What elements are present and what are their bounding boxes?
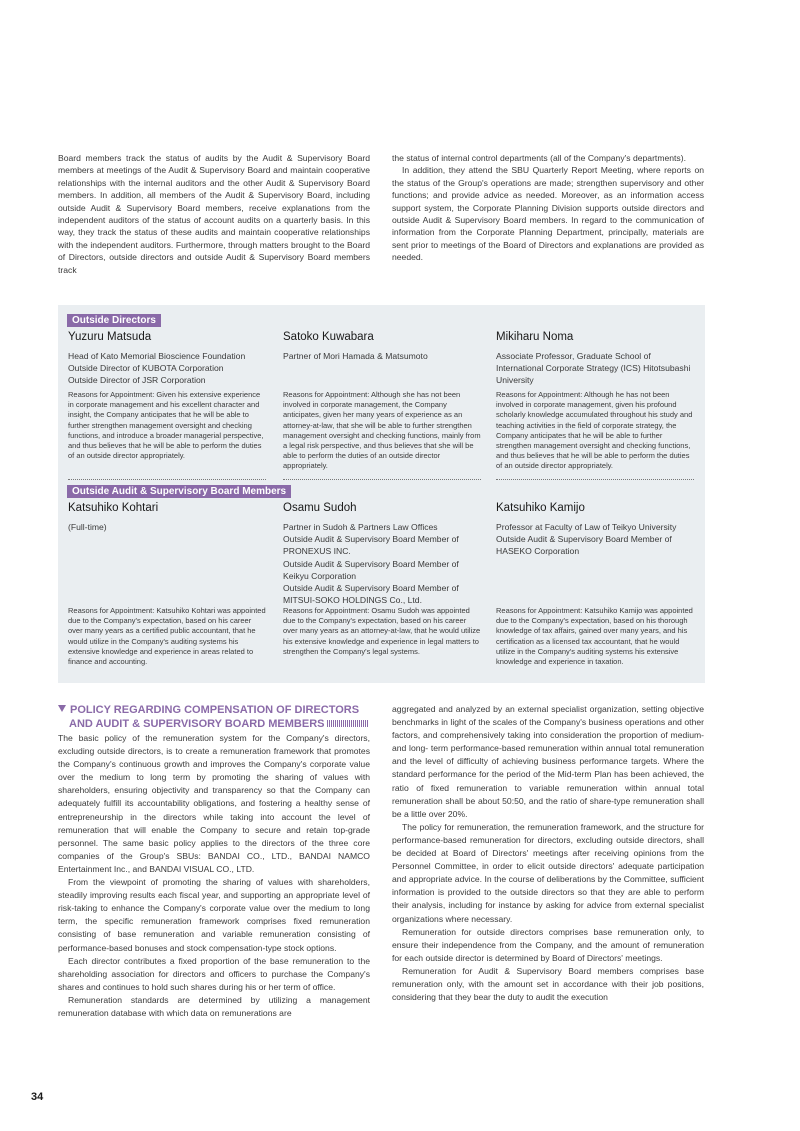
intro-right-column xyxy=(392,152,704,264)
auditor-name: Katsuhiko Kamijo xyxy=(496,502,585,514)
intro-right-paragraph-2: In addition, they attend the SBU Quarterly Report Meeting, where reports on the status of the Group's operations are made; strengthen supervisory and other functions; and provide advice as needed. Moreover, as an information access support system, the Corporate Planning Division supports outside directors and outside Audit & Supervisory Board members. In regard to the communication of information from the Corporate Planning Department, principally, materials are sent prior to meetings of the Board of Directors and explanations are provided as needed. xyxy=(392,165,704,263)
director-card-2 xyxy=(283,330,481,362)
policy-left-paragraph-3: Each director contributes a fixed proportion of the base remuneration to the shareholding association for directors and officers to purchase the Company's shares and continues to hold such shares during his or her term of office. xyxy=(58,955,370,992)
policy-left-paragraph-1: The basic policy of the remuneration system for the Company's directors, excluding outside directors, is to create a remuneration framework that promotes the Company's continuous growth and improves the Company's corporate value over the medium to long term by promoting the sharing of values with shareholders, ensuring objectivity and transparency so that the Company can adequately fulfill its accountability obligations, and fostering a healthy sense of entrepreneurship in the directors while taking into account the level of remuneration that will enable the Company to secure and retain top-grade personnel. The same basic policy applies to the directors of the three core companies of the Group's SBUs: BANDAI CO., LTD., BANDAI NAMCO Entertainment Inc., and BANDAI VISUAL CO., LTD. xyxy=(58,733,370,874)
intro-left-paragraph: Board members track the status of audits by the Audit & Supervisory Board members at meetings of the Audit & Supervisory Board and maintain cooperative relationships with the internal auditors and the other Audit & Supervisory Board members. In addition, all members of the Audit & Supervisory Board, including outside Audit & Supervisory Board members, receive explanations from the independent auditors of the status of account audits on a quarterly basis. In this way, they track the status of these audits and maintain cooperative relationships with the independent auditors. Furthermore, through matters brought to the Board of Directors, outside directors and outside Audit & Supervisory Board members track xyxy=(58,153,370,275)
auditor-role: Partner in Sudoh & Partners Law Offices Outside Audit & Supervisory Board Member of PRONEXUS INC. Outside Audit & Supervisory Board Member of Keikyu Corporation Outside Audit & Supervisory Board Member of MITSUI-SOKO HOLDINGS Co., Ltd. xyxy=(283,522,459,606)
officers-panel xyxy=(58,305,705,683)
policy-heading-line-2: AND AUDIT & SUPERVISORY BOARD MEMBERS xyxy=(69,718,325,730)
director-card-3 xyxy=(496,330,694,387)
triangle-down-icon xyxy=(58,705,66,712)
director-reason-3: Reasons for Appointment: Although he has not been involved in corporate management, given his profound scholarly knowledge accumulated throughout his study and teaching activities in the field of corporate strategy, the Company anticipates that he will be able to further strengthen management oversight and checking functions, and thus believes that he will be able to perform the duties of an outside director appropriately. xyxy=(496,390,693,471)
page-number: 34 xyxy=(31,1091,44,1103)
auditor-reason-1: Reasons for Appointment: Katsuhiko Kohtari was appointed due to the Company's expectation, based on his career over many years as a certified public accountant, that he would utilize in the Company's auditing systems his extensive knowledge and experience in areas related to finance and accounting. xyxy=(68,606,266,667)
director-reason-1: Reasons for Appointment: Given his extensive experience in corporate management and his excellent character and insight, the Company anticipates that he will be able to further strengthen management oversight and checking functions, and introduce a broader managerial perspective, and thus believes that he will be able to perform the duties of an outside director appropriately. xyxy=(68,390,264,461)
policy-right-column xyxy=(392,703,704,1004)
policy-left-column xyxy=(58,732,370,1020)
auditor-name: Osamu Sudoh xyxy=(283,502,357,514)
auditor-role: Professor at Faculty of Law of Teikyo University Outside Audit & Supervisory Board Member of HASEKO Corporation xyxy=(496,522,677,557)
intro-right-paragraph-1: the status of internal control departments (all of the Company's departments). xyxy=(392,153,686,163)
director-role: Head of Kato Memorial Bioscience Foundation Outside Director of KUBOTA Corporation Outside Director of JSR Corporation xyxy=(68,351,246,386)
policy-right-paragraph-3: Remuneration for outside directors comprises base remuneration only, to ensure their independence from the Company, and the amount of remuneration for each outside director is determined by Board of Directors' meetings. xyxy=(392,926,704,963)
intro-left-column xyxy=(58,152,370,276)
auditor-reason-3: Reasons for Appointment: Katsuhiko Kamijo was appointed due to the Company's expectation, based on his thorough knowledge of tax affairs, gained over many years, and his certification as a licensed tax accountant, that he would utilize in the Company's auditing systems his extensive knowledge and experience in taxation. xyxy=(496,606,693,667)
policy-right-paragraph-2: The policy for remuneration, the remuneration framework, and the structure for performance-based remuneration for directors, excluding outside directors, shall be decided at Board of Directors' meetings after receiving opinions from the Personnel Committee, in order to elicit outside directors' adequate participation and appropriate advice. In the course of deliberations by the Committee, sufficient information is provided to the outside directors so that they are able to perform their analysis, including for instance by asking for advice from external specialist organizations where necessary. xyxy=(392,821,704,924)
director-card-1 xyxy=(68,330,266,387)
auditor-card-2 xyxy=(283,501,481,606)
director-name: Yuzuru Matsuda xyxy=(68,331,152,343)
policy-right-paragraph-4: Remuneration for Audit & Supervisory Board members comprises base remuneration only, with the amount set in accordance with their job positions, considering that they bear the duty to audit the execution xyxy=(392,965,704,1003)
outside-directors-tag: Outside Directors xyxy=(67,314,161,327)
policy-left-paragraph-4: Remuneration standards are determined by utilizing a management remuneration database with which data on remunerations are xyxy=(58,994,370,1018)
policy-heading xyxy=(58,703,378,731)
heading-stripes-ornament xyxy=(327,720,369,727)
divider-dotted xyxy=(496,479,694,480)
auditor-card-3 xyxy=(496,501,694,558)
auditor-name: Katsuhiko Kohtari xyxy=(68,502,159,514)
outside-auditors-tag: Outside Audit & Supervisory Board Members xyxy=(67,485,291,498)
divider-dotted xyxy=(283,479,481,480)
auditor-card-1 xyxy=(68,501,266,533)
divider-dotted xyxy=(68,479,266,480)
director-role: Associate Professor, Graduate School of International Corporate Strategy (ICS) Hitotsubashi University xyxy=(496,351,691,386)
director-name: Mikiharu Noma xyxy=(496,331,574,343)
director-reason-2: Reasons for Appointment: Although she has not been involved in corporate management, the Company anticipates, given her many years of experience as an attorney-at-law, that she will be able to further strengthen management oversight and checking functions, mainly from a legal risk perspective, and thus believes that she will be able to perform the duties of an outside director appropriately. xyxy=(283,390,481,471)
policy-right-paragraph-1: aggregated and analyzed by an external specialist organization, setting objective benchmarks in light of the scales of the Company's business operations and other factors, and comprehensively taking into consideration the proportion of medium- and long- term performance-based remuneration within annual total remuneration and the level of difficulty of achieving business performance targets. Where the standard performance for the period of the Mid-term Plan has been achieved, the ratio of fixed remuneration to variable remuneration within annual total remuneration shall be about 50:50, and the ratio of share-type remuneration shall be a little over 20%. xyxy=(392,704,704,819)
auditor-role: (Full-time) xyxy=(68,522,107,532)
policy-heading-line-1: POLICY REGARDING COMPENSATION OF DIRECTORS xyxy=(70,704,360,716)
auditor-reason-2: Reasons for Appointment: Osamu Sudoh was appointed due to the Company's expectation, based on his career over many years as an attorney-at-law, that he would utilize his extensive knowledge and experience in legal matters to strengthen the Company's legal systems. xyxy=(283,606,481,656)
director-name: Satoko Kuwabara xyxy=(283,331,374,343)
director-role: Partner of Mori Hamada & Matsumoto xyxy=(283,351,428,361)
policy-left-paragraph-2: From the viewpoint of promoting the sharing of values with shareholders, steadily improving results each fiscal year, and supporting an appropriate level of risk-taking to enhance the Company's corporate value over the medium to long term, the specific remuneration framework comprises fixed remuneration consisting of base remuneration and variable remuneration consisting of performance-based bonuses and stock compensation-type stock options. xyxy=(58,877,370,953)
